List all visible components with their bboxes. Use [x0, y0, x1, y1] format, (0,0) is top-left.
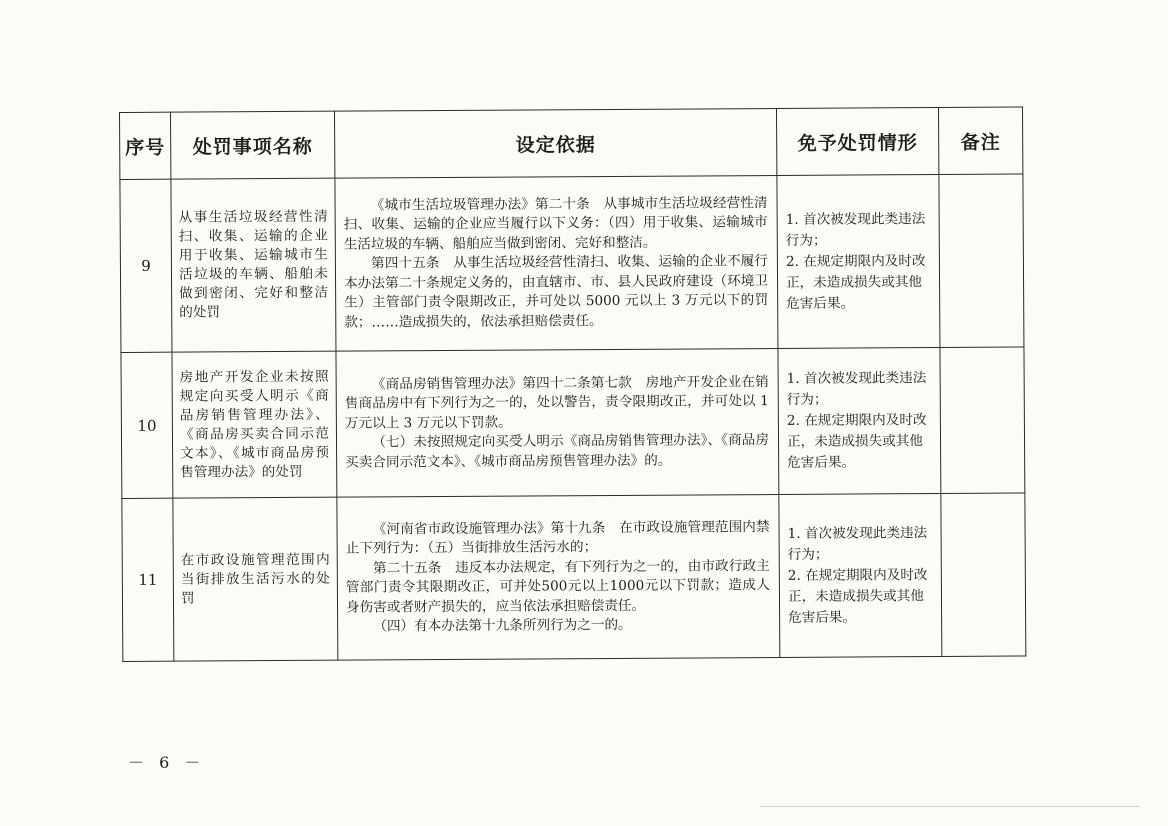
row-serial-no: 11: [122, 498, 174, 661]
header-legal-basis: 设定依据: [334, 108, 776, 178]
basis-paragraph: 《商品房销售管理办法》第四十二条第七款 房地产开发企业在销售商品房中有下列行为之一的，处以警告，责令限期改正，并可处以 1 万元以上 3 万元以下罚款。: [344, 373, 769, 432]
row-remarks: [941, 493, 1026, 657]
table-row: [120, 174, 1024, 353]
row-exemption: [777, 174, 940, 348]
row-exemption: [778, 347, 941, 494]
header-remarks: 备注: [938, 107, 1022, 175]
basis-paragraph: 《河南省市政设施管理办法》第十九条 在市政设施管理范围内禁止下列行为：（五）当街排放生活污水的；: [345, 518, 770, 557]
scan-edge-line: [760, 806, 1140, 807]
row-serial-no: 10: [121, 352, 173, 498]
table-row: [121, 347, 1025, 499]
row-remarks: [940, 347, 1025, 494]
row-remarks: [939, 174, 1024, 348]
row-penalty-item: 从事生活垃圾经营性清扫、收集、运输的企业用于收集、运输城市生活垃圾的车辆、船舶未做到密闭、完好和整洁的处罚: [171, 178, 336, 352]
table-header-row: [120, 107, 1023, 180]
table-row: [122, 493, 1026, 662]
row-penalty-item: 在市政设施管理范围内当街排放生活污水的处罚: [173, 497, 338, 661]
basis-paragraph: 第二十五条 违反本办法规定，有下列行为之一的，由市政行政主管部门责令其限期改正，可并处500元以上1000元以下罚款；造成人身伤害或者财产损失的，应当依法承担赔偿责任。: [345, 557, 770, 616]
header-serial-no: 序号: [120, 112, 171, 179]
exemption-item: 1. 首次被发现此类违法行为；: [787, 524, 928, 563]
basis-paragraph: 第四十五条 从事生活垃圾经营性清扫、收集、运输的企业不履行本办法第二十条规定义务的，由直辖市、市、县人民政府建设（环境卫生）主管部门责令限期改正，并可处以 5000 元以上 3 万元以下的罚款；……造成损失的，依法承担赔偿责任。: [344, 253, 769, 331]
row-legal-basis: [335, 175, 778, 351]
basis-paragraph: 《城市生活垃圾管理办法》第二十条 从事城市生活垃圾经营性清扫、收集、运输的企业应当履行以下义务：（四）用于收集、运输城市生活垃圾的车辆、船舶应当做到密闭、完好和整洁。: [343, 194, 768, 253]
penalty-table: [119, 106, 1026, 662]
exemption-item: 2. 在规定期限内及时改正，未造成损失或其他危害后果。: [787, 566, 928, 626]
basis-paragraph: （四）有本办法第十九条所列行为之一的。: [373, 616, 632, 635]
header-penalty-item: 处罚事项名称: [171, 111, 335, 179]
exemption-item: 2. 在规定期限内及时改正，未造成损失或其他危害后果。: [786, 412, 927, 471]
row-legal-basis: [336, 348, 779, 497]
basis-paragraph: （七）未按照规定向买受人明示《商品房销售管理办法》、《商品房买卖合同示范文本》、《城市商品房预售管理办法》的。: [345, 432, 770, 471]
header-exemption: 免予处罚情形: [776, 107, 938, 175]
exemption-item: 1. 首次被发现此类违法行为；: [786, 370, 927, 408]
page-number: － 6 －: [128, 753, 206, 772]
row-penalty-item: 房地产开发企业未按照规定向买受人明示《商品房销售管理办法》、《商品房买卖合同示范文本》、《城市商品房预售管理办法》的处罚: [172, 351, 337, 498]
row-serial-no: 9: [120, 179, 172, 352]
exemption-item: 1. 首次被发现此类违法行为；: [785, 210, 926, 249]
exemption-item: 2. 在规定期限内及时改正，未造成损失或其他危害后果。: [785, 252, 926, 312]
row-legal-basis: [337, 494, 780, 660]
row-exemption: [779, 493, 942, 657]
